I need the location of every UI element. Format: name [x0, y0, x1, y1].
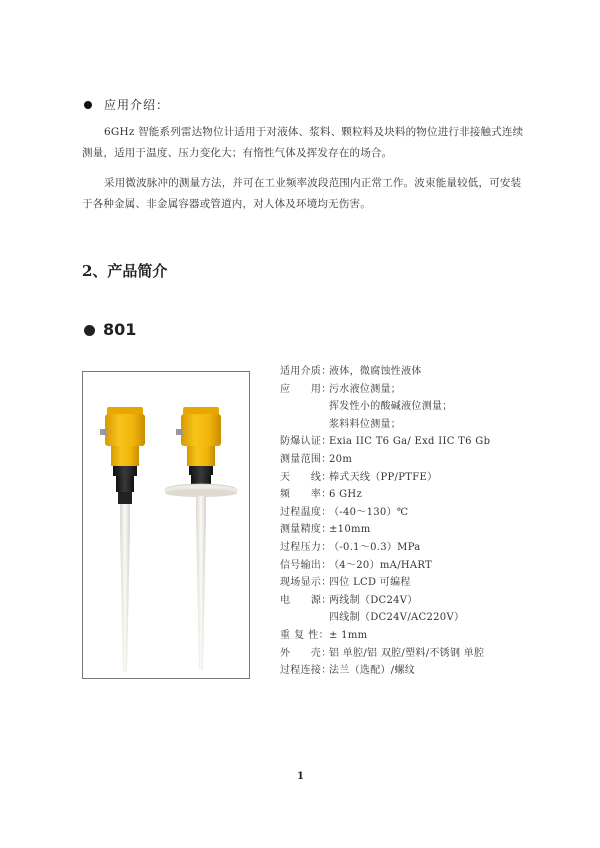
spec-row [280, 362, 422, 377]
spec-label: 信号输出： [280, 559, 332, 571]
spec-label: 天 线： [280, 471, 332, 483]
spec-row [280, 468, 437, 483]
spec-value: 液体，微腐蚀性液体 [329, 366, 422, 377]
spec-row [280, 503, 408, 518]
intro-para2-line2: 于各种金属、非金属容器或管道内，对人体及环境均无伤害。 [82, 198, 371, 210]
spec-label: 应 用： [280, 383, 332, 395]
spec-row [280, 626, 367, 641]
spec-label: 电 源： [280, 594, 332, 606]
spec-value: （4～20）mA/HART [329, 559, 433, 571]
model-name: 801 [103, 320, 137, 339]
left-instrument [100, 407, 145, 672]
spec-value: 污水液位测量； [329, 383, 402, 395]
right-instrument [165, 407, 237, 670]
spec-row [280, 520, 371, 535]
spec-row [280, 661, 415, 676]
spec-row [280, 644, 484, 659]
spec-label: 重 复 性： [280, 630, 329, 641]
spec-row [280, 432, 490, 447]
spec-value: Exia IIC T6 Ga/ Exd IIC T6 Gb [329, 436, 491, 448]
spec-value: 两线制（DC24V） [329, 594, 418, 606]
intro-heading: 应用介绍： [104, 98, 170, 112]
spec-value: 棒式天线（PP/PTFE） [329, 471, 438, 483]
spec-label: 测量精度： [280, 524, 332, 536]
spec-value: 20m [329, 454, 353, 465]
spec-label: 过程连接： [280, 665, 332, 677]
spec-value: ±10mm [329, 524, 371, 536]
spec-value: 挥发性小的酸碱液位测量； [329, 401, 453, 413]
product-photo [82, 371, 250, 679]
spec-label: 频 率： [280, 489, 332, 501]
bullet-icon [84, 101, 92, 109]
spec-row [280, 450, 352, 465]
spec-row [280, 397, 453, 412]
spec-row [280, 485, 362, 500]
spec-row [280, 538, 421, 553]
spec-row [280, 415, 401, 430]
spec-value: 四位 LCD 可编程 [329, 577, 411, 589]
spec-value: ± 1mm [329, 630, 368, 641]
spec-label: 过程温度： [280, 506, 332, 518]
spec-row [280, 573, 411, 588]
spec-row [280, 556, 432, 571]
spec-row [280, 380, 401, 395]
spec-value: （-40～130）℃ [329, 506, 409, 518]
radar-level-meter-image [83, 372, 249, 678]
spec-value: 四线制（DC24V/AC220V） [329, 612, 465, 624]
spec-label: 测量范围： [280, 454, 332, 465]
spec-label: 适用介质： [280, 366, 332, 377]
spec-row [280, 608, 464, 623]
intro-para1-line2: 测量，适用于温度、压力变化大；有惰性气体及挥发存在的场合。 [82, 147, 393, 159]
intro-para1-line1: 6GHz 智能系列雷达物位计适用于对液体、浆料、颗粒料及块料的物位进行非接触式连续 [104, 126, 524, 138]
page-number: 1 [297, 771, 304, 782]
spec-value: 铝 单腔/铝 双腔/塑料/不锈钢 单腔 [329, 647, 485, 659]
spec-row [280, 591, 418, 606]
intro-para2-line1: 采用微波脉冲的测量方法，并可在工业频率波段范围内正常工作。波束能量较低，可安装 [104, 177, 522, 189]
bullet-icon [84, 325, 95, 336]
spec-value: （-0.1～0.3）MPa [329, 542, 421, 553]
spec-value: 浆料料位测量； [329, 418, 402, 430]
spec-label: 现场显示： [280, 577, 332, 589]
spec-label: 过程压力： [280, 542, 332, 553]
spec-value: 6 GHz [329, 489, 363, 501]
section-title: 2、产品简介 [82, 262, 168, 280]
spec-label: 外 壳： [280, 647, 332, 659]
spec-value: 法兰（选配）/螺纹 [329, 665, 416, 677]
spec-label: 防爆认证： [280, 436, 332, 448]
